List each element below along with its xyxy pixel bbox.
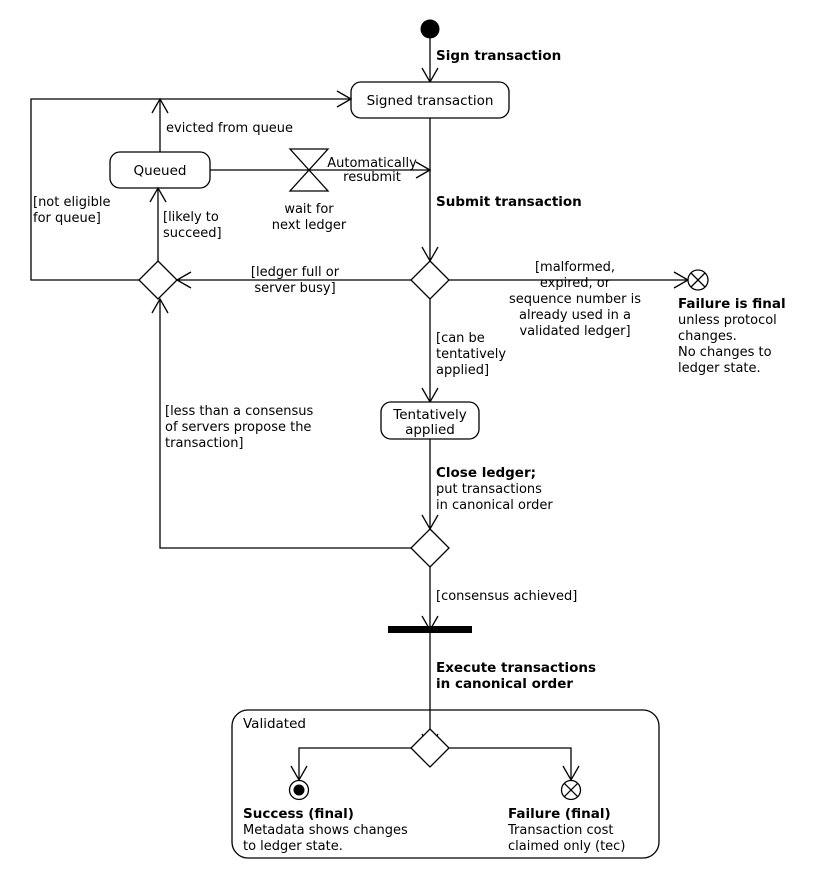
decision-node-submit (411, 261, 449, 299)
guard-can-be-applied-line2: tentatively (436, 347, 507, 362)
label-tentatively-applied-line1: Tentatively (393, 407, 467, 423)
guard-malformed-line1: [malformed, (534, 260, 616, 275)
note-failure-tec-line3: claimed only (tec) (508, 839, 626, 854)
guard-not-eligible-line2: for queue] (33, 211, 101, 226)
note-failure-final-title: Failure is final (678, 296, 786, 312)
note-failure-tec-title: Failure (final) (508, 806, 611, 822)
guard-ledger-full-line2: server busy] (254, 281, 336, 296)
label-execute-line1: Execute transactions (436, 660, 596, 676)
guard-consensus-achieved: [consensus achieved] (436, 589, 578, 604)
note-failure-final-line4: No changes to (678, 345, 772, 360)
note-failure-final-line2: unless protocol (678, 313, 777, 328)
label-wait-line2: next ledger (271, 218, 347, 233)
label-group-validated: Validated (243, 716, 306, 732)
guard-likely-to-succeed-line1: [likely to (163, 210, 219, 225)
final-node-success-center (294, 785, 305, 796)
guard-less-than-consensus-line3: transaction] (165, 436, 244, 451)
note-success-line2: Metadata shows changes (243, 823, 408, 838)
guard-malformed-line3: sequence number is (508, 292, 642, 307)
label-evicted-from-queue: evicted from queue (166, 121, 294, 136)
guard-less-than-consensus-line1: [less than a consensus (165, 404, 314, 419)
label-close-ledger-title: Close ledger; (436, 465, 537, 481)
label-automatically-resubmit-line1: Automatically (327, 156, 417, 171)
label-automatically-resubmit-line2: resubmit (343, 170, 401, 185)
label-execute-line2: in canonical order (436, 676, 574, 692)
guard-not-eligible-line1: [not eligible (33, 195, 111, 210)
guard-less-than-consensus-line2: of servers propose the (165, 420, 312, 435)
label-queued: Queued (133, 163, 187, 179)
note-success-line3: to ledger state. (243, 839, 343, 854)
label-close-ledger-line3: in canonical order (436, 498, 553, 513)
decision-node-validated (411, 729, 449, 767)
fork-bar (388, 626, 472, 633)
label-signed-transaction: Signed transaction (366, 93, 494, 109)
note-failure-tec-line2: Transaction cost (508, 823, 614, 838)
guard-malformed-line2: expired, or (539, 276, 611, 291)
guard-can-be-applied-line1: [can be (436, 331, 485, 346)
note-failure-final-line3: changes. (678, 329, 737, 344)
note-failure-final-line5: ledger state. (678, 361, 761, 376)
guard-malformed-line4: already used in a (518, 308, 632, 323)
label-close-ledger-line2: put transactions (436, 482, 542, 497)
guard-can-be-applied-line3: applied] (436, 363, 490, 378)
label-wait-line1: wait for (284, 202, 334, 217)
label-sign-transaction: Sign transaction (436, 48, 562, 64)
guard-malformed-line5: validated ledger] (519, 324, 631, 339)
label-submit-transaction: Submit transaction (436, 194, 582, 210)
guard-likely-to-succeed-line2: succeed] (163, 226, 222, 241)
guard-ledger-full-line1: [ledger full or (250, 265, 340, 280)
initial-node (421, 20, 440, 39)
label-tentatively-applied-line2: applied (405, 422, 455, 438)
merge-node-queue (139, 261, 177, 299)
edge-to-failure (449, 748, 571, 780)
note-success-title: Success (final) (243, 806, 354, 822)
edge-to-success (299, 748, 411, 780)
decision-node-consensus (411, 529, 449, 567)
